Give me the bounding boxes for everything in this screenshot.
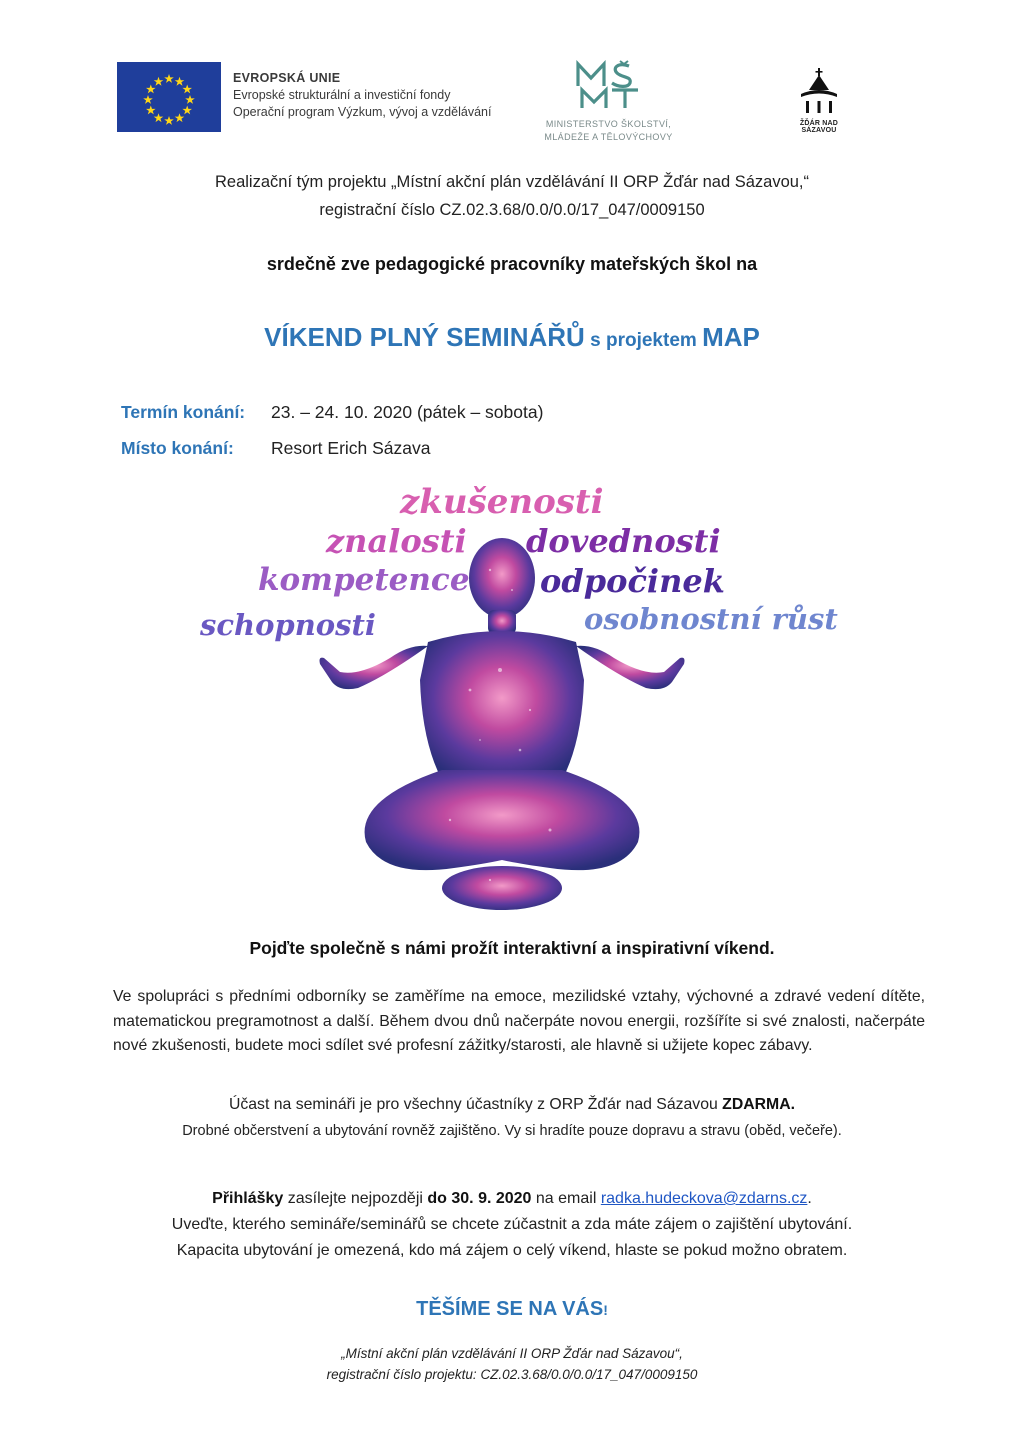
participation-note: Drobné občerstvení a ubytování rovněž zajištěno. Vy si hradíte pouze dopravu a stravu (oběd, večeře). (182, 1123, 842, 1139)
word-cloud-illustration (190, 480, 860, 920)
event-date-label: Termín konání: (121, 402, 246, 422)
msmt-logo (536, 60, 681, 143)
registration-line2: Uveďte, kterého semináře/seminářů se chcete zúčastnit a zda máte zájem o zajištění ubytování. (171, 1216, 853, 1233)
footer-line1: „Místní akční plán vzdělávání II ORP Žďár nad Sázavou“, (341, 1346, 683, 1361)
registration-label: Přihlášky (212, 1190, 284, 1207)
word-dovednosti: dovednosti (526, 522, 721, 560)
registration-text2: na email (531, 1190, 601, 1207)
word-odpocinek: odpočinek (540, 562, 725, 600)
footer-line2: registrační číslo projektu: CZ.02.3.68/0.0/0.0/17_047/0009150 (326, 1367, 698, 1382)
word-znalosti: znalosti (326, 522, 467, 560)
event-place-label: Místo konání: (121, 438, 234, 458)
msmt-logo-line2: MLÁDEŽE A TĚLOVÝCHOVY (544, 132, 673, 142)
zdar-label-bold: ŽĎÁR (799, 120, 821, 127)
invite-line: srdečně zve pedagogické pracovníky mateřských škol na (266, 254, 758, 274)
registration-text1: zasílejte nejpozději (283, 1190, 428, 1207)
event-date-row (121, 402, 543, 423)
zdar-logo-label (784, 120, 854, 134)
eu-logo-line1: EVROPSKÁ UNIE (233, 71, 341, 85)
zdar-logo (784, 68, 854, 134)
msmt-mark-icon (574, 60, 644, 112)
headline-mid: s projektem (584, 330, 703, 351)
eu-logo-line3: Operační program Výzkum, vývoj a vzdělávání (233, 105, 492, 119)
eu-stars-icon (117, 62, 221, 132)
description-paragraph: Ve spolupráci s předními odborníky se zaměříme na emoce, mezilidské vztahy, výchovné a zdravé vedení dítěte, matematickou pregramotnost a další. Během dvou dnů načerpáte novou energii, rozšíříte si své znalosti, načerpáte nové zkušenosti, budete moci sdílet své profesní zážitky/starosti, ale hlavně si užijete kopec zábavy. (113, 988, 925, 1054)
closing-line (60, 1298, 964, 1321)
participation-text: Účast na semináři je pro všechny účastníky z ORP Žďár nad Sázavou (228, 1096, 723, 1113)
msmt-logo-line1: MINISTERSTVO ŠKOLSTVÍ, (545, 119, 672, 129)
word-zkusenosti: zkušenosti (400, 482, 604, 522)
registration-line3: Kapacita ubytování je omezená, kdo má zájem o celý víkend, hlaste se pokud možno obratem. (176, 1242, 848, 1259)
word-kompetence: kompetence (258, 562, 470, 598)
headline-end: MAP (702, 322, 760, 352)
closing-main: TĚŠÍME SE NA VÁS (416, 1298, 604, 1320)
closing-mark: ! (603, 1302, 608, 1318)
word-osobnostni-rust: osobnostní růst (584, 602, 838, 636)
headline-main: VÍKEND PLNÝ SEMINÁŘŮ (264, 322, 585, 352)
registration-deadline: do 30. 9. 2020 (427, 1190, 532, 1207)
intro-line1: Realizační tým projektu „Místní akční plán vzdělávání II ORP Žďár nad Sázavou,“ (214, 173, 810, 191)
event-place-row (121, 438, 431, 459)
tagline: Pojďte společně s námi prožít interaktivní a inspirativní víkend. (249, 938, 775, 958)
eu-logo-line2: Evropské strukturální a investiční fondy (233, 88, 451, 102)
registration-email-link[interactable]: radka.hudeckova@zdarns.cz (600, 1190, 808, 1207)
event-place-value: Resort Erich Sázava (271, 438, 431, 458)
participation-line (60, 1096, 964, 1114)
page-title (60, 322, 964, 353)
eu-logo-text (233, 70, 491, 121)
footer (60, 1343, 964, 1385)
event-date-value: 23. – 24. 10. 2020 (pátek – sobota) (271, 402, 544, 422)
zdar-label-rest: NAD SÁZAVOU (801, 120, 839, 134)
word-schopnosti: schopnosti (200, 608, 376, 642)
registration-text3: . (807, 1190, 812, 1207)
registration-line1 (60, 1186, 964, 1212)
intro-line2: registrační číslo CZ.02.3.68/0.0/0.0/17_047/0009150 (319, 201, 705, 219)
eu-flag-logo (117, 62, 221, 132)
participation-free: ZDARMA. (722, 1096, 796, 1113)
intro-block (60, 168, 964, 224)
church-icon (797, 68, 841, 114)
registration-block (60, 1186, 964, 1264)
meditation-figure-icon (190, 480, 860, 920)
